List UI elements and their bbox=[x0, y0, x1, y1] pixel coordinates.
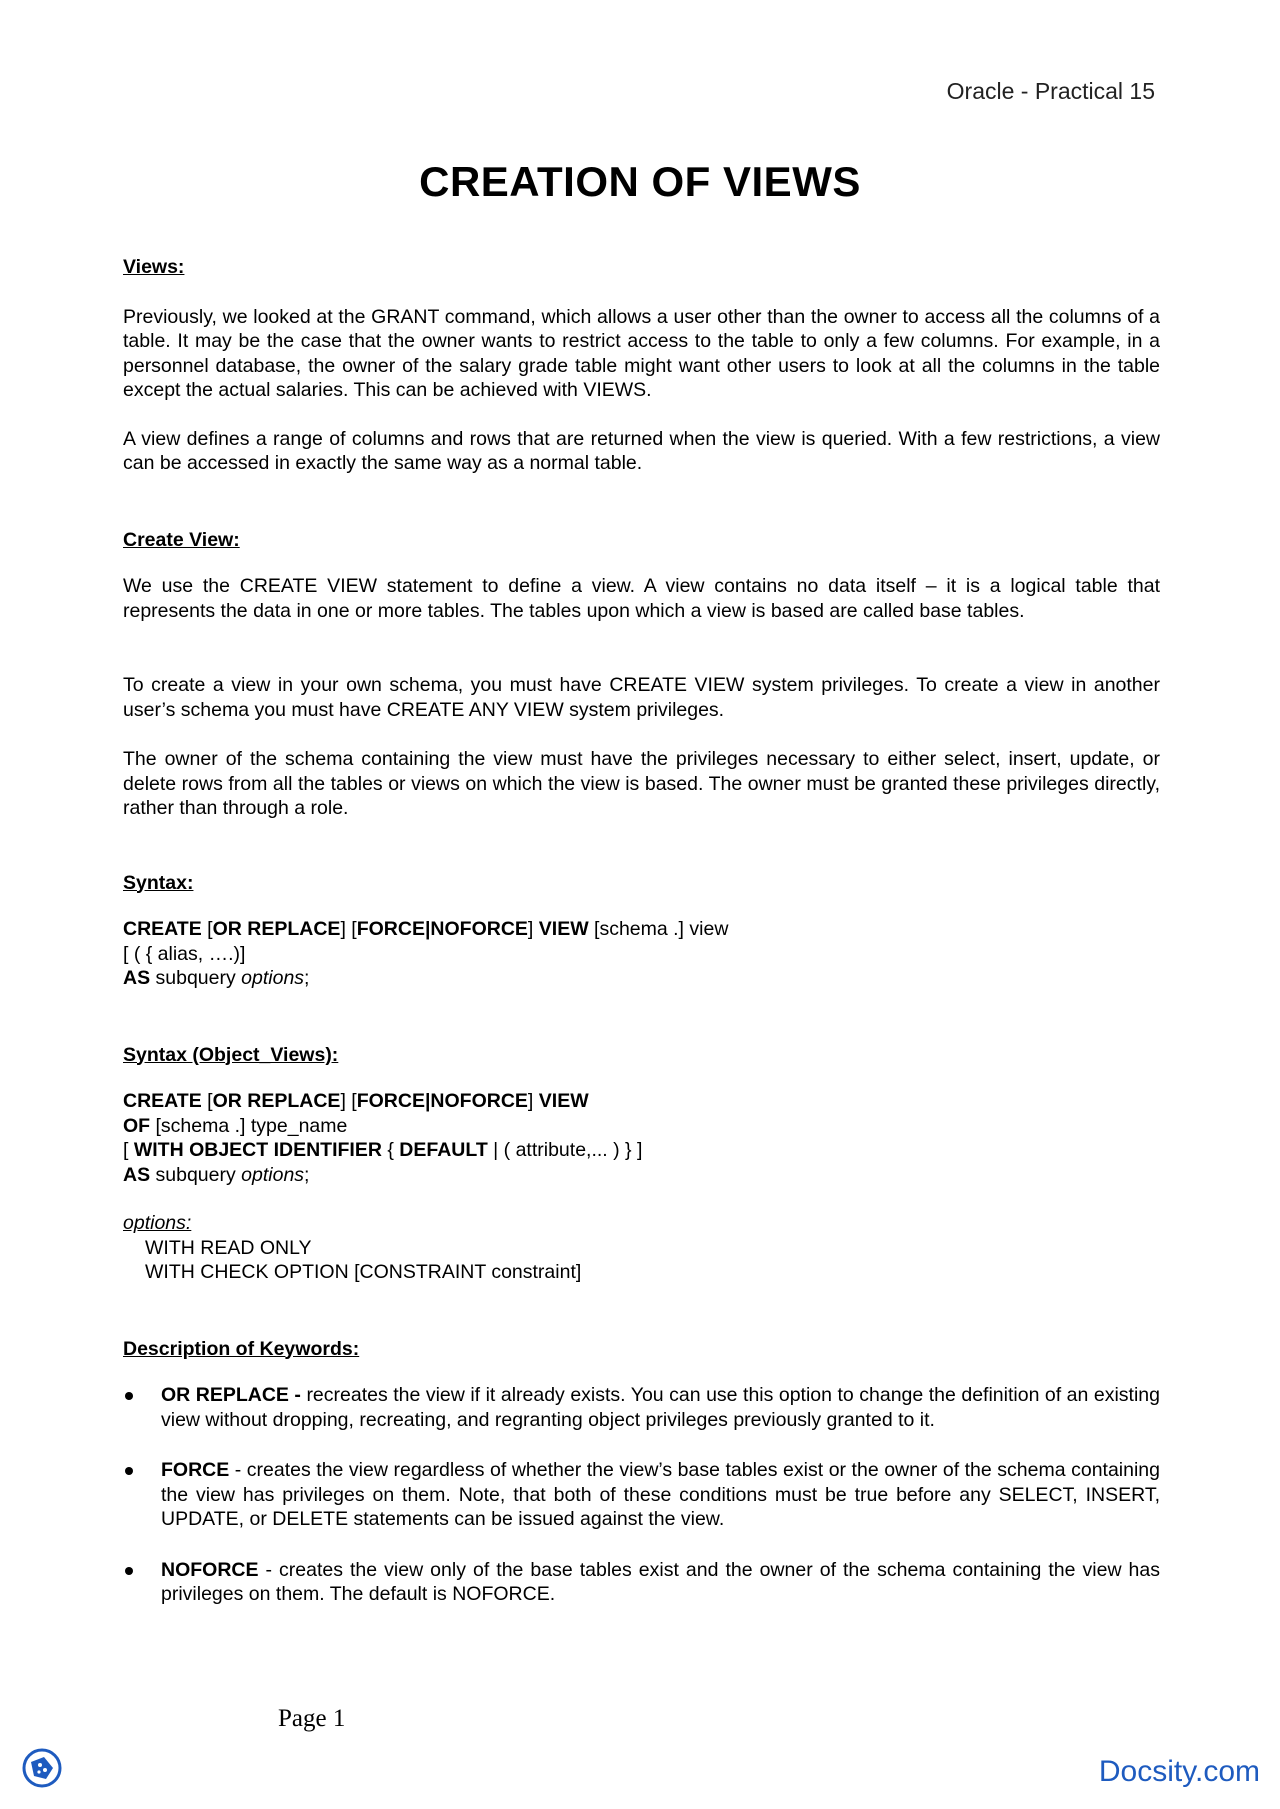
syntax-heading: Syntax: bbox=[123, 871, 194, 894]
header-practical-label: Oracle - Practical 15 bbox=[946, 78, 1155, 104]
syntax-bracket: ] [ bbox=[340, 918, 357, 940]
keyword-item-noforce bbox=[123, 1558, 1160, 1607]
create-view-heading: Create View: bbox=[123, 528, 240, 551]
syntax-bracket: [ bbox=[201, 918, 213, 940]
syntax-subquery: subquery bbox=[150, 1163, 242, 1186]
syntax-bracket: [ bbox=[123, 1139, 134, 1161]
syntax-bracket: ] bbox=[527, 1090, 539, 1112]
obj-syntax-line-4 bbox=[123, 1163, 1160, 1188]
syntax-bracket: ] [ bbox=[340, 1090, 357, 1112]
option-check-option: WITH CHECK OPTION [CONSTRAINT constraint] bbox=[145, 1261, 582, 1283]
kw-or-replace: OR REPLACE bbox=[212, 918, 341, 940]
syntax-subquery: subquery bbox=[150, 967, 242, 989]
keyword-item-force bbox=[123, 1458, 1160, 1532]
kw-as: AS bbox=[123, 967, 151, 989]
bullet-icon bbox=[125, 1392, 133, 1400]
docsity-logo-icon bbox=[22, 1748, 62, 1788]
syntax-bracket: ] bbox=[527, 918, 539, 940]
kw-create: CREATE bbox=[123, 918, 202, 940]
bullet-icon bbox=[125, 1467, 133, 1475]
keyword-term: OR REPLACE - bbox=[161, 1384, 301, 1406]
syntax-rest: | ( attribute,... ) } ] bbox=[487, 1139, 643, 1161]
syntax-rest: [schema .] type_name bbox=[150, 1114, 348, 1137]
keyword-item-or-replace bbox=[123, 1383, 1160, 1432]
page-title: CREATION OF VIEWS bbox=[419, 158, 861, 205]
bullet-icon bbox=[125, 1567, 133, 1575]
kw-force-noforce: FORCE|NOFORCE bbox=[356, 1090, 528, 1112]
create-view-paragraph-3: The owner of the schema containing the view must have the privileges necessary to either select, insert, update, or delete rows from all the tables or views on which the view is based. The owner must be granted these privileges directly, rather than through a role. bbox=[123, 748, 1160, 819]
kw-view: VIEW bbox=[538, 1090, 589, 1112]
obj-syntax-line-2 bbox=[123, 1114, 1160, 1139]
page-number: Page 1 bbox=[278, 1705, 346, 1732]
syntax-options: options bbox=[241, 1163, 305, 1186]
keyword-term: NOFORCE bbox=[161, 1558, 259, 1581]
syntax-options: options bbox=[241, 967, 305, 989]
kw-or-replace: OR REPLACE bbox=[212, 1090, 341, 1112]
syntax-object-views-heading: Syntax (Object_Views): bbox=[123, 1043, 339, 1066]
views-paragraph-1: Previously, we looked at the GRANT command, which allows a user other than the owner to access all the columns of a table. It may be the case that the owner wants to restrict access to the table to only a few columns. For example, in a personnel database, the owner of the salary grade table might want other users to look at all the columns in the table except the actual salaries. This can be achieved with VIEWS. bbox=[123, 305, 1160, 401]
obj-syntax-line-3 bbox=[123, 1138, 1160, 1163]
kw-force-noforce: FORCE|NOFORCE bbox=[356, 918, 528, 940]
kw-default: DEFAULT bbox=[399, 1139, 488, 1161]
keyword-desc: - creates the view regardless of whether the view’s base tables exist or the owner of the schema containing the view has privileges on them. Note, that both of these conditions must be true before any SELECT, INSERT, UPDATE, or DELETE statements can be issued against the view. bbox=[161, 1459, 1160, 1530]
views-paragraph-2: A view defines a range of columns and rows that are returned when the view is queried. With a few restrictions, a view can be accessed in exactly the same way as a normal table. bbox=[123, 427, 1160, 474]
syntax-end: ; bbox=[304, 1163, 310, 1186]
document-body bbox=[123, 255, 1160, 1607]
syntax-bracket: { bbox=[381, 1139, 400, 1161]
syntax-bracket: [ bbox=[201, 1090, 213, 1112]
keywords-heading: Description of Keywords: bbox=[123, 1337, 360, 1360]
docsity-brand-link[interactable]: Docsity.com bbox=[1098, 1755, 1260, 1788]
syntax-end: ; bbox=[304, 967, 310, 989]
create-view-paragraph-2: To create a view in your own schema, you must have CREATE VIEW system privileges. To create a view in another user’s schema you must have CREATE ANY VIEW system privileges. bbox=[123, 674, 1160, 721]
kw-view: VIEW bbox=[538, 918, 589, 940]
options-label: options: bbox=[123, 1212, 192, 1234]
create-view-paragraph-1: We use the CREATE VIEW statement to define a view. A view contains no data itself – it is a logical table that represents the data in one or more tables. The tables upon which a view is based are called base tables. bbox=[123, 575, 1160, 622]
keyword-desc: - creates the view only of the base tables exist and the owner of the schema containing the view has privileges on them. The default is NOFORCE. bbox=[161, 1558, 1160, 1605]
kw-create: CREATE bbox=[123, 1090, 202, 1112]
syntax-line-3 bbox=[123, 966, 1160, 991]
obj-syntax-line-1 bbox=[123, 1089, 1160, 1114]
option-read-only: WITH READ ONLY bbox=[145, 1236, 312, 1259]
kw-of: OF bbox=[123, 1114, 151, 1137]
kw-as: AS bbox=[123, 1163, 151, 1186]
views-heading: Views: bbox=[123, 256, 185, 278]
kw-with-object-identifier: WITH OBJECT IDENTIFIER bbox=[133, 1139, 382, 1161]
syntax-line-1 bbox=[123, 917, 1160, 942]
syntax-rest: [schema .] view bbox=[588, 918, 729, 940]
keyword-desc: recreates the view if it already exists. You can use this option to change the definition of an existing view without dropping, recreating, and regranting object privileges previously granted to it. bbox=[161, 1384, 1160, 1431]
syntax-line-2: [ ( { alias, ….)] bbox=[123, 942, 246, 965]
keyword-term: FORCE bbox=[161, 1459, 230, 1481]
options-heading bbox=[123, 1211, 1160, 1236]
